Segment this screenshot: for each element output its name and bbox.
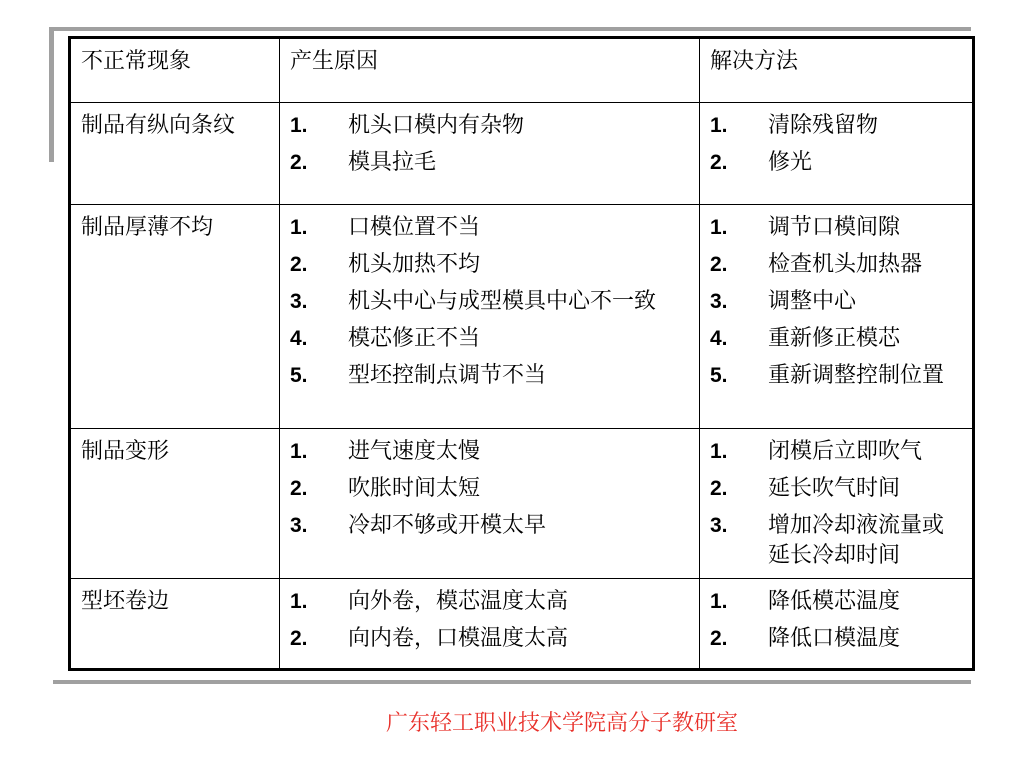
item-number: 1. bbox=[710, 216, 728, 239]
item-text: 调整中心 bbox=[768, 289, 857, 314]
cause-list bbox=[290, 111, 689, 178]
header-cause: 产生原因 bbox=[280, 38, 700, 103]
list-item bbox=[290, 111, 689, 141]
list-item bbox=[710, 624, 962, 654]
list-item bbox=[710, 511, 962, 571]
solution-list bbox=[710, 587, 962, 654]
item-text: 机头口模内有杂物 bbox=[348, 113, 525, 138]
list-item bbox=[710, 437, 962, 467]
item-number: 1. bbox=[290, 590, 308, 613]
item-text: 清除残留物 bbox=[768, 113, 879, 138]
cause-cell bbox=[280, 579, 700, 670]
item-number: 2. bbox=[290, 627, 308, 650]
symptom-cell: 型坯卷边 bbox=[70, 579, 280, 670]
item-number: 2. bbox=[290, 151, 308, 174]
item-number: 5. bbox=[290, 364, 308, 387]
item-text: 延长吹气时间 bbox=[768, 476, 901, 501]
cause-list bbox=[290, 437, 689, 541]
item-number: 4. bbox=[290, 327, 308, 350]
symptom-cell: 制品有纵向条纹 bbox=[70, 103, 280, 205]
list-item bbox=[290, 361, 689, 391]
item-text: 检查机头加热器 bbox=[768, 252, 923, 277]
item-number: 1. bbox=[290, 440, 308, 463]
item-text: 修光 bbox=[768, 150, 813, 175]
item-number: 3. bbox=[290, 290, 308, 313]
item-number: 1. bbox=[290, 216, 308, 239]
top-divider-line bbox=[53, 27, 971, 31]
item-number: 3. bbox=[290, 514, 308, 537]
list-item bbox=[290, 287, 689, 317]
item-number: 5. bbox=[710, 364, 728, 387]
list-item bbox=[290, 624, 689, 654]
item-text: 向外卷，模芯温度太高 bbox=[348, 589, 569, 614]
solution-cell bbox=[700, 205, 974, 429]
list-item bbox=[290, 213, 689, 243]
item-text: 模具拉毛 bbox=[348, 150, 437, 175]
left-divider-line bbox=[49, 27, 54, 162]
item-number: 2. bbox=[710, 627, 728, 650]
list-item bbox=[290, 148, 689, 178]
item-text: 机头加热不均 bbox=[348, 252, 481, 277]
table-row bbox=[70, 579, 974, 670]
item-number: 1. bbox=[710, 590, 728, 613]
table-header-row bbox=[70, 38, 974, 103]
list-item bbox=[710, 148, 962, 178]
item-text: 调节口模间隙 bbox=[768, 215, 901, 240]
item-text: 型坯控制点调节不当 bbox=[348, 363, 547, 388]
list-item bbox=[290, 587, 689, 617]
list-item bbox=[710, 324, 962, 354]
footer-institution-text: 广东轻工职业技术学院高分子教研室 bbox=[385, 711, 738, 736]
solution-cell bbox=[700, 579, 974, 670]
item-text: 模芯修正不当 bbox=[348, 326, 481, 351]
solution-list bbox=[710, 213, 962, 391]
list-item bbox=[710, 250, 962, 280]
solution-list bbox=[710, 111, 962, 178]
list-item bbox=[710, 287, 962, 317]
item-text: 闭模后立即吹气 bbox=[768, 439, 923, 464]
list-item bbox=[290, 511, 689, 541]
list-item bbox=[710, 111, 962, 141]
item-text: 降低口模温度 bbox=[768, 626, 901, 651]
item-text: 机头中心与成型模具中心不一致 bbox=[348, 289, 657, 314]
solution-cell bbox=[700, 103, 974, 205]
header-symptom: 不正常现象 bbox=[70, 38, 280, 103]
table-row bbox=[70, 205, 974, 429]
item-text: 重新调整控制位置 bbox=[768, 363, 945, 388]
header-solution: 解决方法 bbox=[700, 38, 974, 103]
item-text: 口模位置不当 bbox=[348, 215, 481, 240]
item-number: 4. bbox=[710, 327, 728, 350]
item-text: 进气速度太慢 bbox=[348, 439, 481, 464]
symptom-cell: 制品变形 bbox=[70, 429, 280, 579]
list-item bbox=[710, 474, 962, 504]
item-text: 重新修正模芯 bbox=[768, 326, 901, 351]
item-number: 1. bbox=[290, 114, 308, 137]
item-text: 增加冷却液流量或延长冷却时间 bbox=[768, 513, 945, 568]
item-number: 1. bbox=[710, 440, 728, 463]
table-row bbox=[70, 429, 974, 579]
cause-cell bbox=[280, 205, 700, 429]
item-number: 2. bbox=[290, 253, 308, 276]
cause-list bbox=[290, 587, 689, 654]
list-item bbox=[290, 474, 689, 504]
list-item bbox=[290, 437, 689, 467]
solution-cell bbox=[700, 429, 974, 579]
symptom-cell: 制品厚薄不均 bbox=[70, 205, 280, 429]
item-number: 2. bbox=[710, 477, 728, 500]
cause-cell bbox=[280, 429, 700, 579]
item-text: 降低模芯温度 bbox=[768, 589, 901, 614]
item-number: 3. bbox=[710, 514, 728, 537]
list-item bbox=[290, 250, 689, 280]
item-number: 2. bbox=[710, 253, 728, 276]
item-number: 2. bbox=[290, 477, 308, 500]
fault-table bbox=[68, 36, 975, 671]
list-item bbox=[290, 324, 689, 354]
item-number: 1. bbox=[710, 114, 728, 137]
table-row bbox=[70, 103, 974, 205]
cause-cell bbox=[280, 103, 700, 205]
list-item bbox=[710, 361, 962, 391]
solution-list bbox=[710, 437, 962, 571]
list-item bbox=[710, 213, 962, 243]
item-text: 向内卷，口模温度太高 bbox=[348, 626, 569, 651]
item-text: 冷却不够或开模太早 bbox=[348, 513, 547, 538]
item-text: 吹胀时间太短 bbox=[348, 476, 481, 501]
item-number: 3. bbox=[710, 290, 728, 313]
bottom-divider-line bbox=[53, 680, 971, 684]
list-item bbox=[710, 587, 962, 617]
item-number: 2. bbox=[710, 151, 728, 174]
cause-list bbox=[290, 213, 689, 391]
